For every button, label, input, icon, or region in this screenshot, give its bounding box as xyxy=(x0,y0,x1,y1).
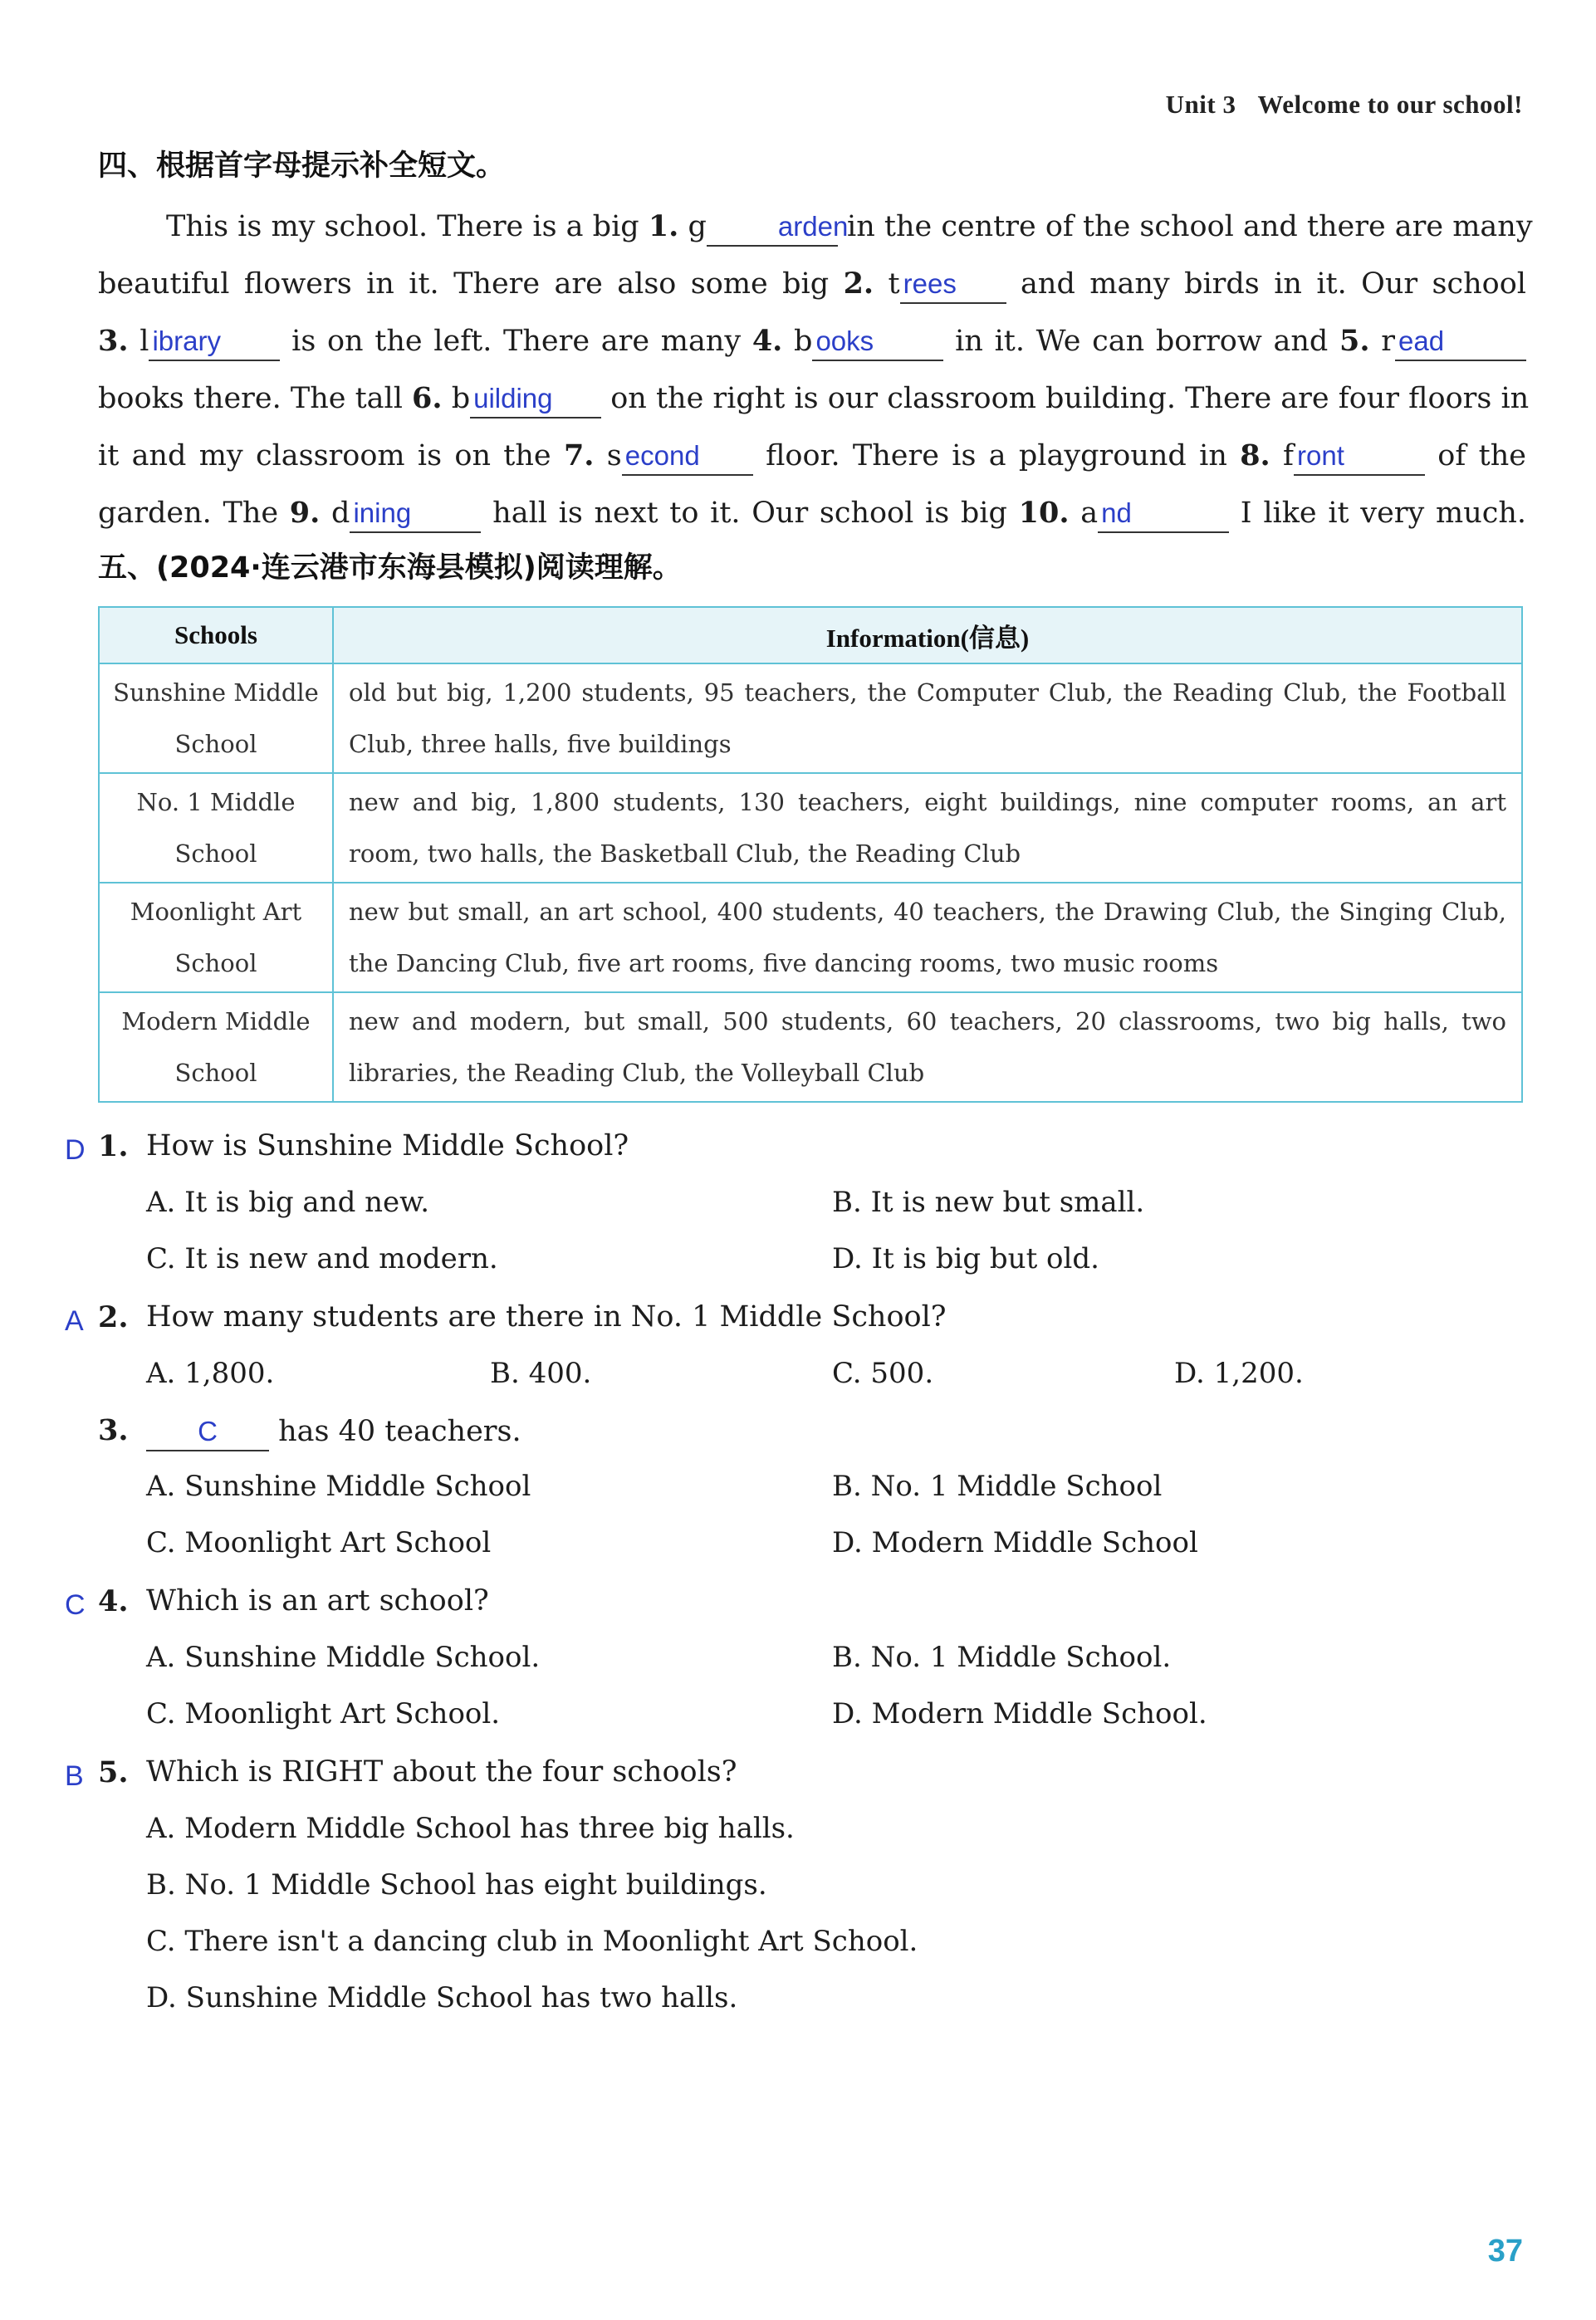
option-a[interactable]: A. 1,800. xyxy=(146,1357,275,1390)
option-c[interactable]: C. 500. xyxy=(832,1357,934,1390)
passage-line: beautiful flowers in it. There are also some big 2. t rees and many birds in it. Our school xyxy=(98,255,1526,312)
answer-blank[interactable] xyxy=(146,1413,269,1451)
question-stem: How is Sunshine Middle School? xyxy=(146,1129,629,1162)
school-name-cell: No. 1 Middle School xyxy=(99,773,333,883)
question-number: 1. xyxy=(98,1129,129,1163)
unit-title: Welcome to our school! xyxy=(1257,90,1523,119)
option-a[interactable]: A. Sunshine Middle School. xyxy=(146,1641,541,1674)
passage-line: This is my school. There is a big 1. g arden in the centre of the school and there are many xyxy=(98,198,1526,255)
table-header-row xyxy=(99,607,1522,663)
school-name-cell: Modern Middle School xyxy=(99,992,333,1102)
answer-blank-8[interactable]: ront xyxy=(1294,438,1425,476)
page-number: 37 xyxy=(1487,2234,1523,2269)
answer-mark: D xyxy=(65,1134,86,1166)
option-a[interactable]: A. Sunshine Middle School xyxy=(146,1470,531,1503)
answer-mark: A xyxy=(65,1305,84,1337)
table-row xyxy=(99,992,1522,1102)
question-number: 3. xyxy=(98,1413,129,1447)
schools-info-table xyxy=(98,606,1523,1103)
option-a[interactable]: A. Modern Middle School has three big halls. xyxy=(146,1812,795,1845)
option-b[interactable]: B. No. 1 Middle School. xyxy=(832,1641,1172,1674)
answer-blank-2[interactable]: rees xyxy=(900,266,1006,304)
option-c[interactable]: C. Moonlight Art School xyxy=(146,1526,492,1559)
section-4-title: 四、根据首字母提示补全短文。 xyxy=(98,149,506,183)
option-d[interactable]: D. Modern Middle School. xyxy=(832,1697,1207,1730)
option-c[interactable]: C. Moonlight Art School. xyxy=(146,1697,501,1730)
answer-blank-3[interactable]: ibrary xyxy=(149,323,280,361)
question-stem: Which is RIGHT about the four schools? xyxy=(146,1755,737,1789)
answer-blank-6[interactable]: uilding xyxy=(470,380,601,418)
school-info-cell: new but small, an art school, 400 students, 40 teachers, the Drawing Club, the Singing Club, the Dancing Club, five art rooms, five dancing rooms, two music rooms xyxy=(333,883,1522,992)
school-name-cell: Sunshine Middle School xyxy=(99,663,333,773)
question-number: 2. xyxy=(98,1300,129,1334)
answer-mark: C xyxy=(65,1589,86,1621)
answer-blank-10[interactable]: nd xyxy=(1098,495,1229,533)
school-info-cell: new and modern, but small, 500 students, 60 teachers, 20 classrooms, two big halls, two libraries, the Reading Club, the Volleyball Club xyxy=(333,992,1522,1102)
option-b[interactable]: B. No. 1 Middle School has eight buildings. xyxy=(146,1868,767,1902)
table-header-information: Information(信息) xyxy=(333,607,1522,663)
table-header-schools: Schools xyxy=(99,607,333,663)
question-number: 4. xyxy=(98,1584,129,1618)
option-d[interactable]: D. 1,200. xyxy=(1174,1357,1304,1390)
answer-blank-4[interactable]: ooks xyxy=(812,323,943,361)
table-row xyxy=(99,883,1522,992)
option-c[interactable]: C. There isn't a dancing club in Moonlight Art School. xyxy=(146,1925,918,1958)
answer-blank-9[interactable]: ining xyxy=(350,495,481,533)
school-info-cell: new and big, 1,800 students, 130 teachers, eight buildings, nine computer rooms, an art room, two halls, the Basketball Club, the Reading Club xyxy=(333,773,1522,883)
question-stem: How many students are there in No. 1 Middle School? xyxy=(146,1300,947,1334)
question-number: 5. xyxy=(98,1755,129,1789)
school-info-cell: old but big, 1,200 students, 95 teachers, the Computer Club, the Reading Club, the Football Club, three halls, five buildings xyxy=(333,663,1522,773)
school-name-cell: Moonlight Art School xyxy=(99,883,333,992)
table-row xyxy=(99,773,1522,883)
option-a[interactable]: A. It is big and new. xyxy=(146,1186,430,1219)
option-b[interactable]: B. It is new but small. xyxy=(832,1186,1145,1219)
option-b[interactable]: B. 400. xyxy=(490,1357,592,1390)
answer-mark: B xyxy=(65,1760,84,1792)
answer-blank-5[interactable]: ead xyxy=(1395,323,1526,361)
cloze-passage xyxy=(98,198,1533,541)
passage-line: 3. l ibrary is on the left. There are many 4. b ooks in it. We can borrow and 5. r ead xyxy=(98,312,1526,370)
answer-blank-7[interactable]: econd xyxy=(622,438,753,476)
page-header xyxy=(1166,90,1523,120)
answer-blank-1[interactable]: arden xyxy=(707,208,838,247)
option-d[interactable]: D. Modern Middle School xyxy=(832,1526,1198,1559)
passage-line: books there. The tall 6. b uilding on the right is our classroom building. There are four floors in xyxy=(98,370,1526,427)
option-d[interactable]: D. It is big but old. xyxy=(832,1242,1099,1275)
option-d[interactable]: D. Sunshine Middle School has two halls. xyxy=(146,1981,738,2014)
table-row xyxy=(99,663,1522,773)
option-c[interactable]: C. It is new and modern. xyxy=(146,1242,498,1275)
passage-line: it and my classroom is on the 7. s econd floor. There is a playground in 8. f ront of the xyxy=(98,427,1526,484)
question-stem: Which is an art school? xyxy=(146,1584,489,1618)
answer-mark: C xyxy=(198,1416,218,1446)
unit-label: Unit 3 xyxy=(1165,90,1236,119)
passage-line: garden. The 9. d ining hall is next to it. Our school is big 10. a nd I like it very much. xyxy=(98,484,1526,541)
option-b[interactable]: B. No. 1 Middle School xyxy=(832,1470,1163,1503)
section-5-title: 五、(2024·连云港市东海县模拟)阅读理解。 xyxy=(98,551,682,585)
question-stem-with-blank: C has 40 teachers. xyxy=(146,1413,521,1451)
